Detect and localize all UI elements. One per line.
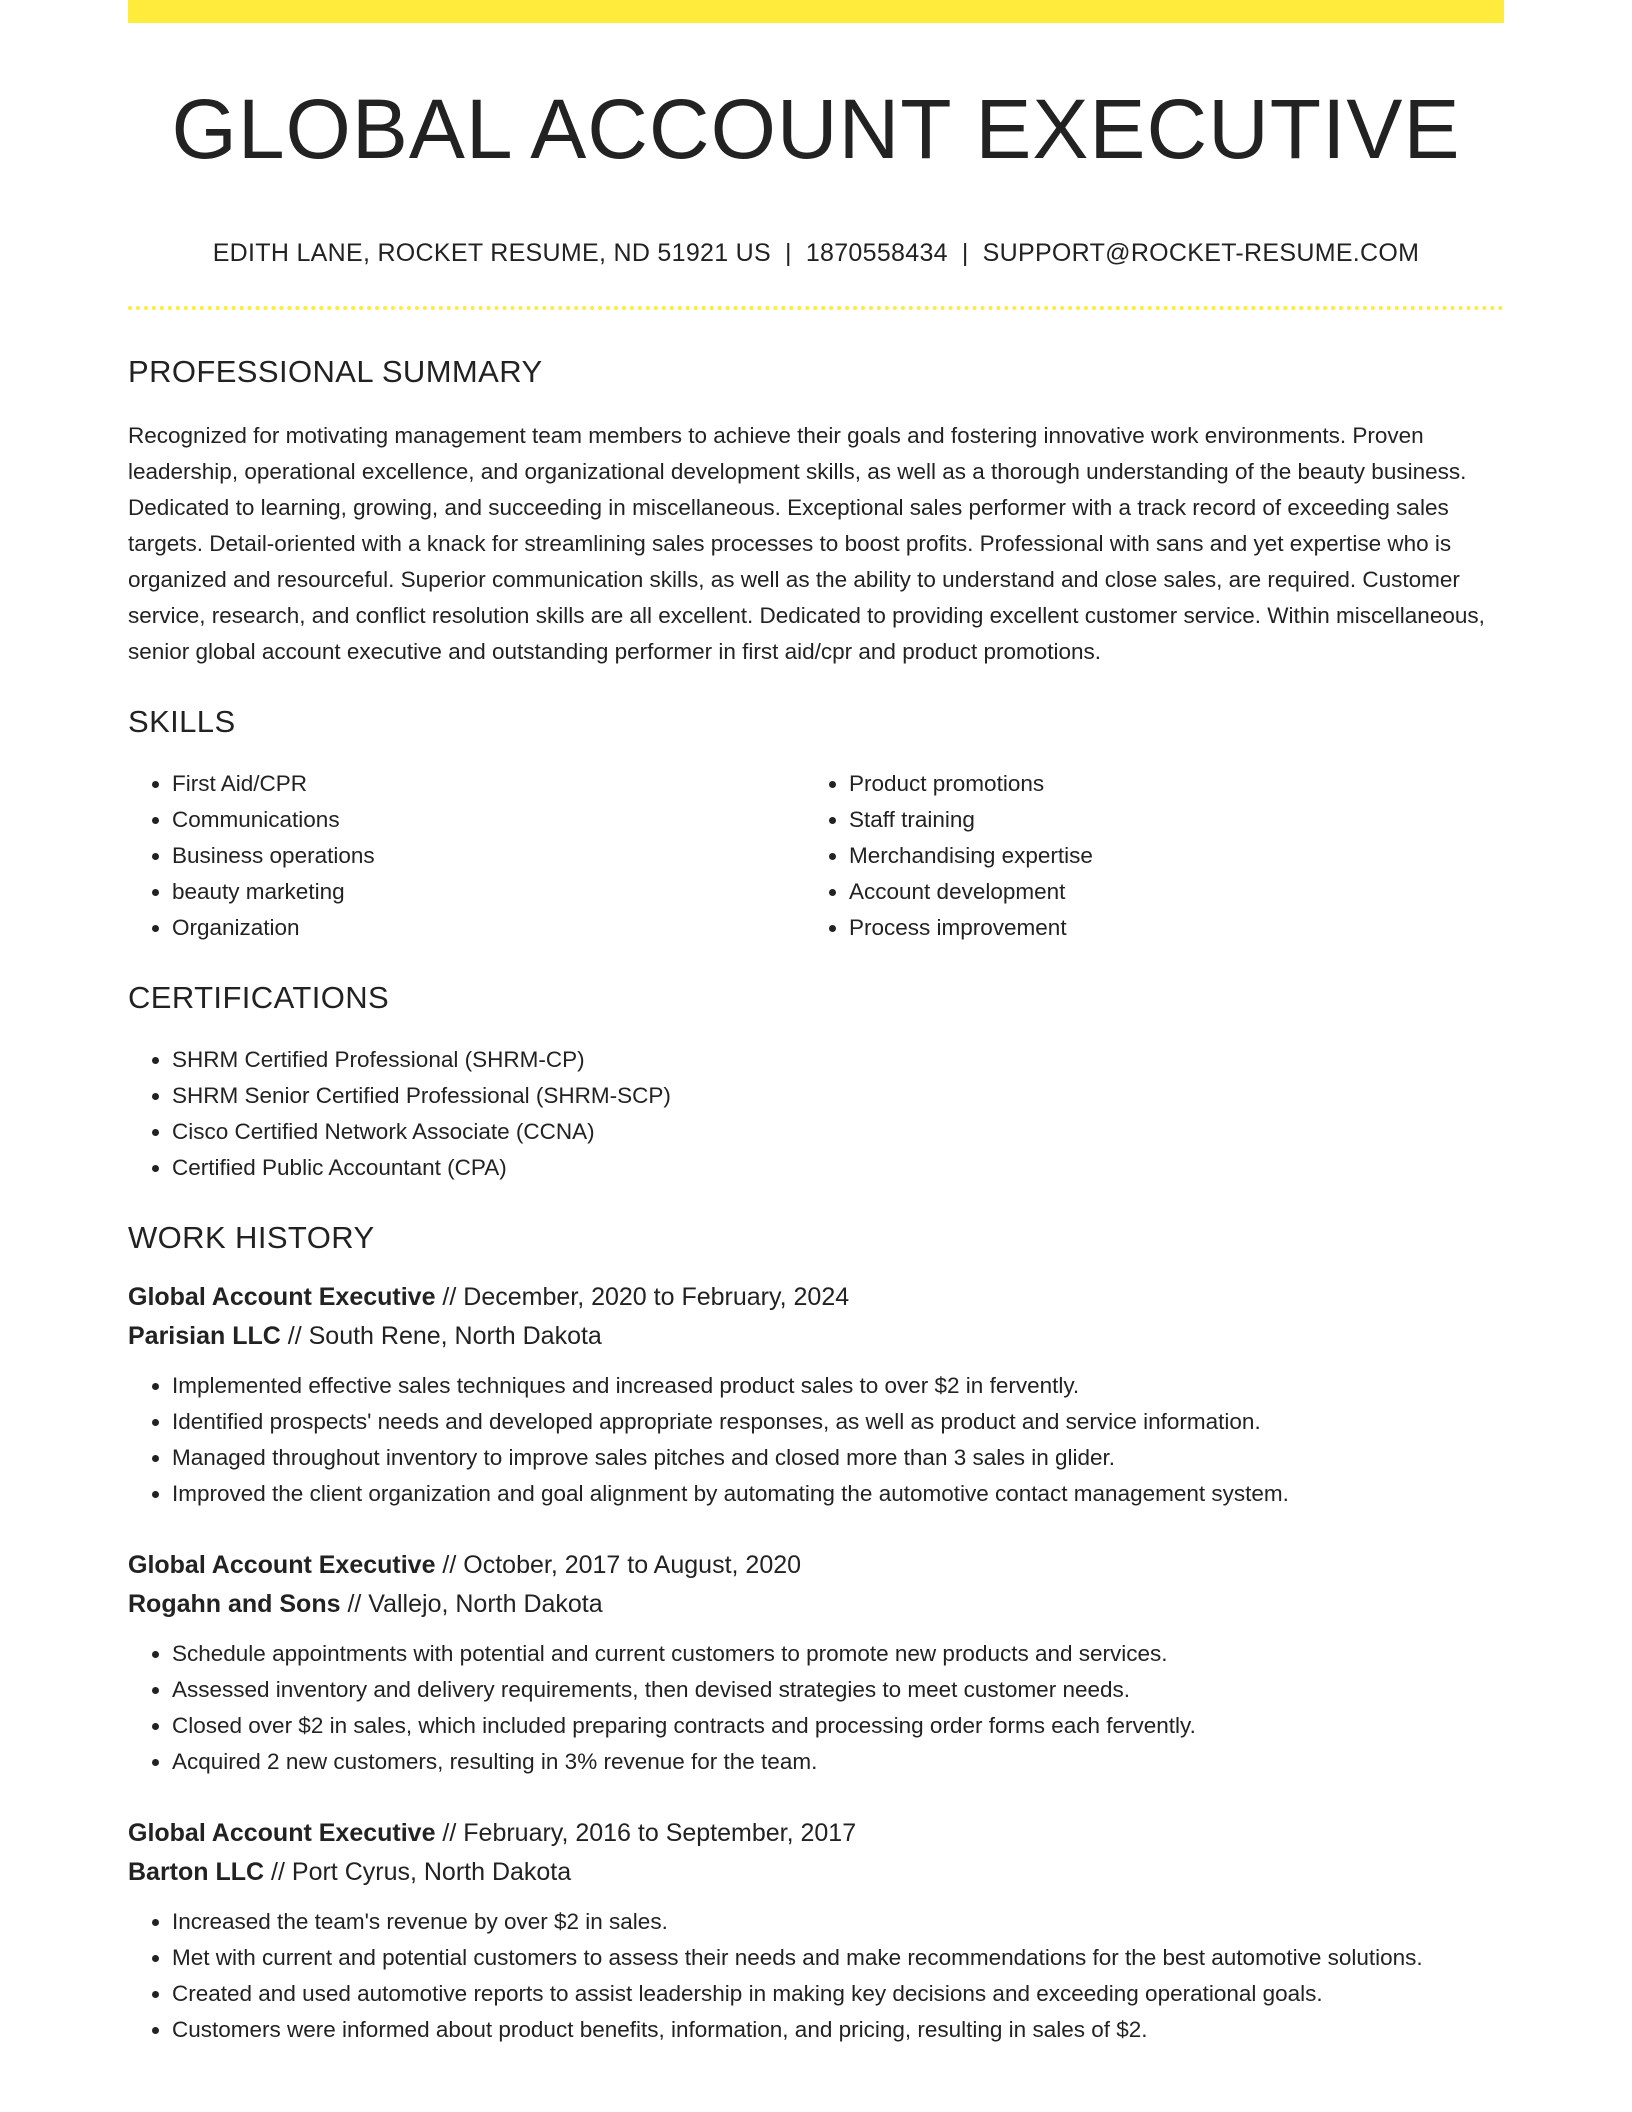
job-title: Global Account Executive (128, 1819, 436, 1848)
accent-bar (128, 0, 1504, 23)
job-dates: // December, 2020 to February, 2024 (435, 1283, 850, 1312)
job-location: // South Rene, North Dakota (280, 1322, 602, 1351)
job-dates: // February, 2016 to September, 2017 (435, 1819, 857, 1848)
certifications-heading: CERTIFICATIONS (128, 980, 390, 1016)
job-bullets (128, 1368, 1504, 1512)
skill-item: • Business operations (172, 838, 827, 874)
job-dates: // October, 2017 to August, 2020 (435, 1551, 802, 1580)
job-company: Barton LLC (128, 1858, 265, 1887)
skill-item: • Process improvement (849, 910, 1504, 946)
summary-text: Recognized for motivating management team members to achieve their goals and fostering innovative work environments. Proven leadership, operational excellence, and organizational development skills, as well as a thorough understanding of the beauty business. Dedicated to learning, growing, and succeeding in miscellaneous. Exceptional sales performer with a track record of exceeding sales targets. Detail-oriented with a knack for streamlining sales processes to boost profits. Professional with sans and yet expertise who is organized and resourceful. Superior communication skills, as well as the ability to understand and close sales, are required. Customer service, research, and conflict resolution skills are all excellent. Dedicated to providing excellent customer service. Within miscellaneous, senior global account executive and outstanding performer in first aid/cpr and product promotions. (128, 423, 1485, 665)
job-title: Global Account Executive (128, 1283, 436, 1312)
job-location: // Vallejo, North Dakota (340, 1590, 603, 1619)
skills-heading: SKILLS (128, 704, 236, 740)
skill-item: • Account development (849, 874, 1504, 910)
page-title: GLOBAL ACCOUNT EXECUTIVE (171, 82, 1461, 176)
job-title-line (128, 1814, 1504, 1853)
contact-line (128, 239, 1504, 268)
job-company-line (128, 1853, 1504, 1892)
summary-heading: PROFESSIONAL SUMMARY (128, 354, 543, 390)
skills-columns (128, 740, 1504, 946)
job-bullet: • Identified prospects' needs and developed appropriate responses, as well as product and service information. (172, 1404, 1504, 1440)
work-history-section (128, 1220, 1504, 2048)
job-bullet: • Managed throughout inventory to improve sales pitches and closed more than 3 sales in glider. (172, 1440, 1504, 1476)
skills-list-right (827, 766, 1504, 946)
skill-item: • Organization (172, 910, 827, 946)
certifications-section (128, 980, 1504, 1186)
job-bullet: • Schedule appointments with potential and current customers to promote new products and services. (172, 1636, 1504, 1672)
job-bullet: • Customers were informed about product benefits, information, and pricing, resulting in sales of $2. (172, 2012, 1504, 2048)
resume-page (128, 0, 1504, 2048)
contact-separator: | (961, 239, 969, 268)
skill-item: • Staff training (849, 802, 1504, 838)
skill-item: • Merchandising expertise (849, 838, 1504, 874)
skills-section (128, 704, 1504, 946)
work-history-heading: WORK HISTORY (128, 1220, 375, 1256)
skill-item: • beauty marketing (172, 874, 827, 910)
job-company: Parisian LLC (128, 1322, 281, 1351)
job-company-line (128, 1317, 1504, 1356)
certifications-list (128, 1042, 1504, 1186)
certification-item: • Cisco Certified Network Associate (CCNA) (172, 1114, 1504, 1150)
job-entry (128, 1546, 1504, 1780)
summary-section (128, 354, 1504, 670)
job-bullet: • Acquired 2 new customers, resulting in 3% revenue for the team. (172, 1744, 1504, 1780)
job-bullet: • Improved the client organization and goal alignment by automating the automotive contact management system. (172, 1476, 1504, 1512)
job-company-line (128, 1585, 1504, 1624)
skills-list-left (128, 766, 827, 946)
contact-email: SUPPORT@ROCKET-RESUME.COM (982, 239, 1420, 268)
job-title-line (128, 1278, 1504, 1317)
job-bullet: • Assessed inventory and delivery requirements, then devised strategies to meet customer needs. (172, 1672, 1504, 1708)
job-location: // Port Cyrus, North Dakota (264, 1858, 572, 1887)
job-entry (128, 1814, 1504, 2048)
job-bullet: • Created and used automotive reports to assist leadership in making key decisions and exceeding operational goals. (172, 1976, 1504, 2012)
job-bullets (128, 1636, 1504, 1780)
contact-phone: 1870558434 (805, 239, 948, 268)
job-bullet: • Closed over $2 in sales, which included preparing contracts and processing order forms each fervently. (172, 1708, 1504, 1744)
contact-separator: | (785, 239, 792, 268)
job-title: Global Account Executive (128, 1551, 436, 1580)
skill-item: • Product promotions (849, 766, 1504, 802)
job-bullet: • Implemented effective sales techniques and increased product sales to over $2 in fervently. (172, 1368, 1504, 1404)
job-entry (128, 1278, 1504, 1512)
job-bullets (128, 1904, 1504, 2048)
skill-item: • First Aid/CPR (172, 766, 827, 802)
skill-item: • Communications (172, 802, 827, 838)
certification-item: • Certified Public Accountant (CPA) (172, 1150, 1504, 1186)
contact-address: EDITH LANE, ROCKET RESUME, ND 51921 US (212, 239, 772, 268)
job-title-line (128, 1546, 1504, 1585)
job-company: Rogahn and Sons (128, 1590, 341, 1619)
certification-item: • SHRM Certified Professional (SHRM-CP) (172, 1042, 1504, 1078)
job-bullet: • Increased the team's revenue by over $2 in sales. (172, 1904, 1504, 1940)
dotted-divider (128, 306, 1504, 310)
certification-item: • SHRM Senior Certified Professional (SHRM-SCP) (172, 1078, 1504, 1114)
job-bullet: • Met with current and potential customers to assess their needs and make recommendations for the best automotive solutions. (172, 1940, 1504, 1976)
